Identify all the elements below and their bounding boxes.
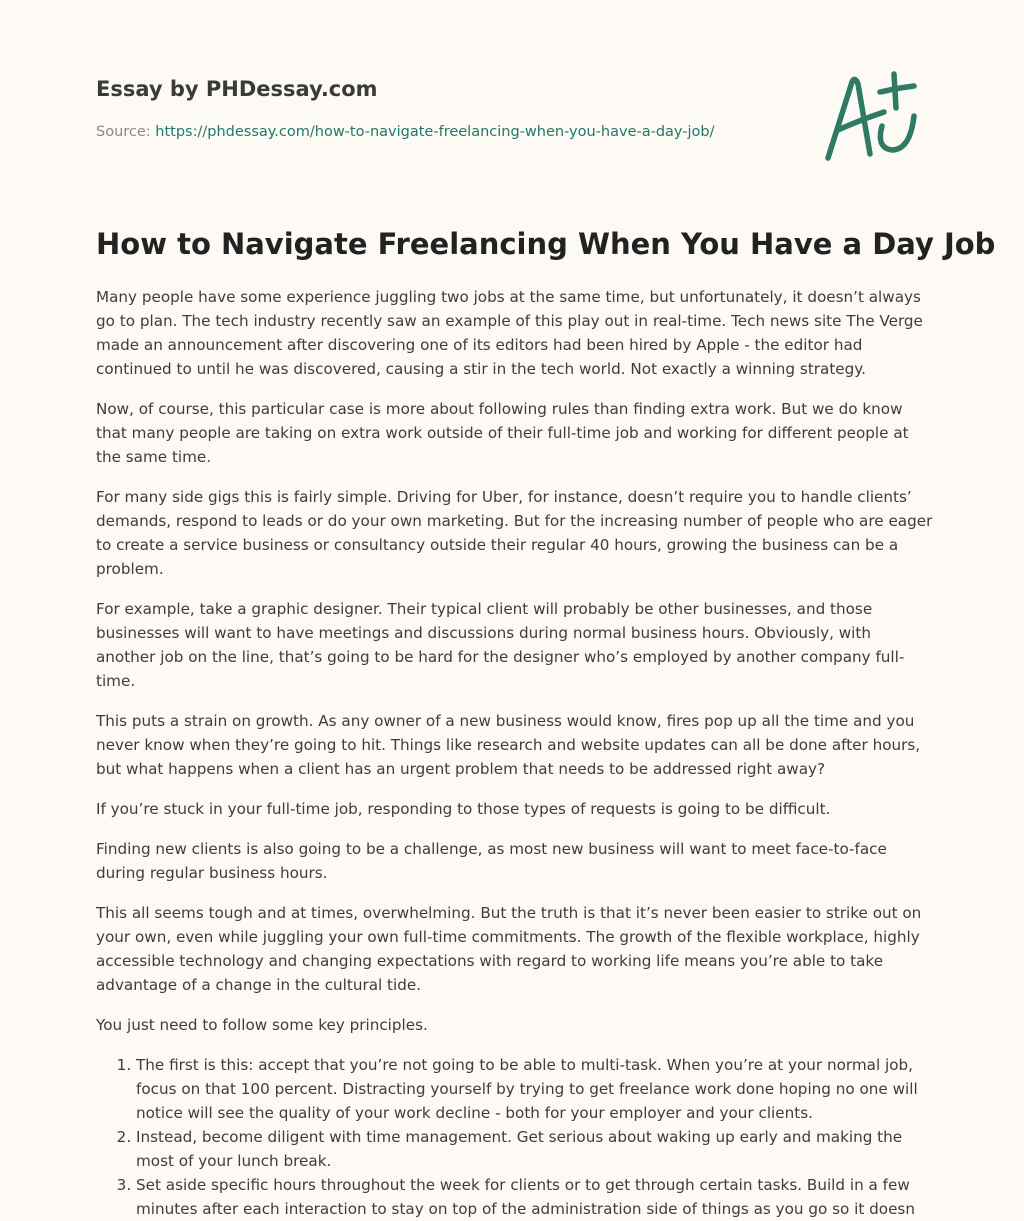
- source-line: [96, 124, 714, 140]
- paragraph: Now, of course, this particular case is more about following rules than finding extra work. But we do know that many people are taking on extra work outside of their full-time job and working for different people at the same time.: [96, 400, 909, 466]
- site-title: Essay by PHDessay.com: [96, 77, 378, 101]
- source-link[interactable]: https://phdessay.com/how-to-navigate-freelancing-when-you-have-a-day-job/: [155, 124, 715, 140]
- paragraph: This all seems tough and at times, overwhelming. But the truth is that it’s never been easier to strike out on your own, even while juggling your own full-time commitments. The growth of the flexible workplace, highly accessible technology and changing expectations with regard to working life means you’re able to take advantage of a change in the cultural tide.: [96, 904, 922, 994]
- a-plus-logo-icon: [818, 68, 930, 168]
- essay-body: [96, 285, 934, 1221]
- essay-title: How to Navigate Freelancing When You Have a Day Job: [96, 227, 996, 261]
- paragraph: Many people have some experience juggling two jobs at the same time, but unfortunately, it doesn’t always go to plan. The tech industry recently saw an example of this play out in real-time. Tech news site The Verge made an announcement after discovering one of its editors had been hired by Apple - the editor had continued to until he was discovered, causing a stir in the tech world. Not exactly a winning strategy.: [96, 288, 923, 378]
- paragraph: If you’re stuck in your full-time job, responding to those types of requests is going to be difficult.: [96, 800, 831, 818]
- paragraph: This puts a strain on growth. As any owner of a new business would know, fires pop up all the time and you never know when they’re going to hit. Things like research and website updates can all be done after hours, but what happens when a client has an urgent problem that needs to be addressed right away?: [96, 712, 921, 778]
- paragraph: Finding new clients is also going to be a challenge, as most new business will want to meet face-to-face during regular business hours.: [96, 840, 887, 882]
- paragraph: For example, take a graphic designer. Their typical client will probably be other businesses, and those businesses will want to have meetings and discussions during normal business hours. Obviously, with another job on the line, that’s going to be hard for the designer who’s employed by another company full-time.: [96, 600, 905, 690]
- source-label: Source:: [96, 124, 151, 140]
- list-item: 2. Instead, become diligent with time management. Get serious about waking up early and making the most of your lunch break.: [136, 1125, 934, 1173]
- list-item: 1. The first is this: accept that you’re not going to be able to multi-task. When you’re at your normal job, focus on that 100 percent. Distracting yourself by trying to get freelance work done hoping no one will notice will see the quality of your work decline - both for your employer and your clients.: [136, 1053, 934, 1125]
- paragraph: For many side gigs this is fairly simple. Driving for Uber, for instance, doesn’t require you to handle clients’ demands, respond to leads or do your own marketing. But for the increasing number of people who are eager to create a service business or consultancy outside their regular 40 hours, growing the business can be a problem.: [96, 488, 933, 578]
- principles-list: [96, 1053, 934, 1221]
- list-item: 3. Set aside specific hours throughout the week for clients or to get through certain tasks. Build in a few minutes after each interaction to stay on top of the administration side of things as you go so it doesn: [136, 1173, 934, 1221]
- paragraph: You just need to follow some key principles.: [96, 1016, 428, 1034]
